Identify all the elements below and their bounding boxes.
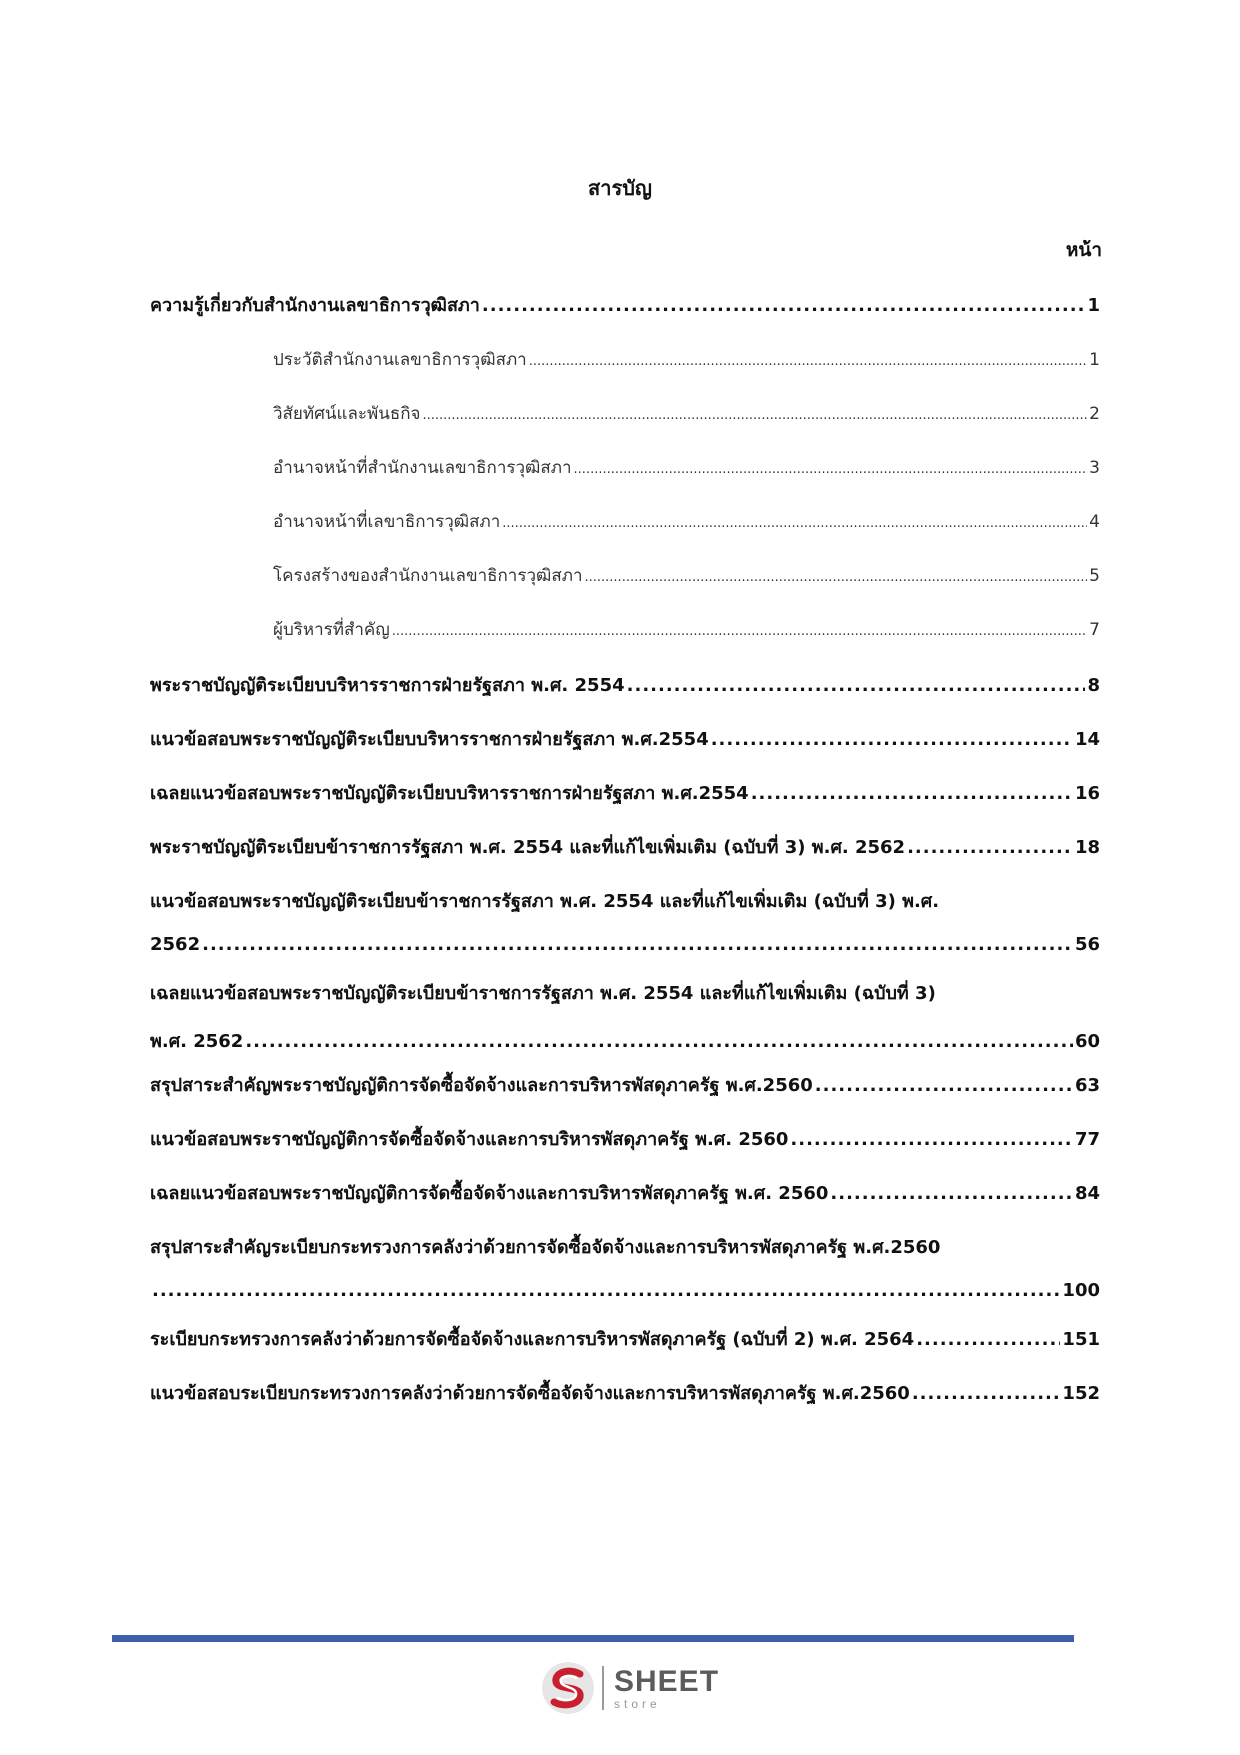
toc-entry-page-number: 7 [1089, 620, 1100, 640]
toc-entry[interactable] [150, 886, 1100, 955]
toc-entry-page-number: 18 [1074, 837, 1100, 858]
toc-entry-page-number: 152 [1062, 1383, 1100, 1404]
toc-entry[interactable] [150, 454, 1100, 481]
toc-entry-page-number: 60 [1074, 1031, 1100, 1052]
dot-leader [830, 1183, 1073, 1204]
toc-entry-title: ประวัติสำนักงานเลขาธิการวุฒิสภา [273, 350, 527, 370]
logo-divider [602, 1666, 604, 1710]
toc-entry[interactable] [150, 346, 1100, 373]
toc-entry-title: อำนาจหน้าที่สำนักงานเลขาธิการวุฒิสภา [273, 458, 572, 478]
logo-word: SHEET [614, 1664, 720, 1698]
dot-leader [422, 404, 1087, 424]
toc-entry-page-number: 4 [1089, 512, 1100, 532]
toc-entry-page-number: 16 [1074, 783, 1100, 804]
dot-leader [245, 1031, 1073, 1052]
toc-entry-page-number: 100 [1062, 1280, 1100, 1301]
dot-leader [202, 934, 1073, 955]
logo-text [614, 1664, 720, 1711]
dot-leader [482, 295, 1086, 316]
toc-entry-title: ระเบียบกระทรวงการคลังว่าด้วยการจัดซื้อจัดจ้างและการบริหารพัสดุภาครัฐ (ฉบับที่ 2) พ.ศ. 2564 [150, 1329, 915, 1350]
toc-entry[interactable] [150, 400, 1100, 427]
toc-entry[interactable] [150, 616, 1100, 643]
toc-entry[interactable] [150, 1232, 1100, 1301]
dot-leader [502, 512, 1087, 532]
toc-entry[interactable] [150, 1124, 1100, 1153]
toc-entry-page-number: 63 [1074, 1075, 1100, 1096]
sheet-store-logo [540, 1660, 719, 1716]
toc-entry[interactable] [150, 1324, 1100, 1353]
toc-entry-page-number: 3 [1089, 458, 1100, 478]
toc-entry[interactable] [150, 978, 1100, 1055]
toc-entry[interactable] [150, 290, 1100, 319]
toc-entry-page-number: 5 [1089, 566, 1100, 586]
toc-entry[interactable] [150, 1178, 1100, 1207]
toc-entry-title: โครงสร้างของสำนักงานเลขาธิการวุฒิสภา [273, 566, 583, 586]
toc-entry[interactable] [150, 1378, 1100, 1407]
toc-entry-page-number: 151 [1062, 1329, 1100, 1350]
logo-subword: store [614, 1696, 661, 1711]
dot-leader [751, 783, 1073, 804]
toc-entry[interactable] [150, 562, 1100, 589]
dot-leader [392, 620, 1087, 640]
toc-entry-title: เฉลยแนวข้อสอบพระราชบัญญัติการจัดซื้อจัดจ้างและการบริหารพัสดุภาครัฐ พ.ศ. 2560 [150, 1183, 829, 1204]
toc-entry-page-number: 77 [1074, 1129, 1100, 1150]
toc-entry-title: ผู้บริหารที่สำคัญ [273, 620, 390, 640]
toc-entry[interactable] [150, 778, 1100, 807]
dot-leader [711, 729, 1073, 750]
toc-entry-title: พระราชบัญญัติระเบียบข้าราชการรัฐสภา พ.ศ. 2554 และที่แก้ไขเพิ่มเติม (ฉบับที่ 3) พ.ศ. 2562 [150, 837, 906, 858]
toc-entry-title: เฉลยแนวข้อสอบพระราชบัญญัติระเบียบบริหารราชการฝ่ายรัฐสภา พ.ศ.2554 [150, 783, 749, 804]
dot-leader [152, 1280, 1060, 1301]
page-title: สารบัญ [588, 176, 652, 200]
page-column-header: หน้า [1065, 239, 1102, 261]
toc-entry-page-number: 8 [1087, 675, 1100, 696]
toc-entry-title: สรุปสาระสำคัญพระราชบัญญัติการจัดซื้อจัดจ้างและการบริหารพัสดุภาครัฐ พ.ศ.2560 [150, 1075, 813, 1096]
sheet-store-logo-icon [540, 1660, 596, 1716]
toc-entry-page-number: 14 [1074, 729, 1100, 750]
footer-rule [112, 1635, 1074, 1642]
toc-entry-page-number: 2 [1089, 404, 1100, 424]
toc-entry-title: พระราชบัญญัติระเบียบบริหารราชการฝ่ายรัฐสภา พ.ศ. 2554 [150, 675, 625, 696]
dot-leader [585, 566, 1088, 586]
toc-entry-title: พ.ศ. 2562 [150, 1031, 244, 1052]
dot-leader [815, 1075, 1073, 1096]
dot-leader [574, 458, 1088, 478]
toc-entry-page-number: 1 [1089, 350, 1100, 370]
dot-leader [790, 1129, 1073, 1150]
toc-entry-title: แนวข้อสอบพระราชบัญญัติการจัดซื้อจัดจ้างและการบริหารพัสดุภาครัฐ พ.ศ. 2560 [150, 1129, 789, 1150]
dot-leader [916, 1329, 1060, 1350]
toc-entry[interactable] [150, 832, 1100, 861]
toc-entry-title-line: เฉลยแนวข้อสอบพระราชบัญญัติระเบียบข้าราชการรัฐสภา พ.ศ. 2554 และที่แก้ไขเพิ่มเติม (ฉบับที่ 3) [150, 983, 936, 1004]
toc-entry-title: ความรู้เกี่ยวกับสำนักงานเลขาธิการวุฒิสภา [150, 295, 480, 316]
toc-entry-title: วิสัยทัศน์และพันธกิจ [273, 404, 421, 424]
toc-entry-title: แนวข้อสอบพระราชบัญญัติระเบียบบริหารราชการฝ่ายรัฐสภา พ.ศ.2554 [150, 729, 709, 750]
toc-entry-title: 2562 [150, 934, 201, 955]
toc-entry[interactable] [150, 508, 1100, 535]
dot-leader [907, 837, 1073, 858]
toc-entry-page-number: 1 [1087, 295, 1100, 316]
toc-entry[interactable] [150, 1070, 1100, 1099]
toc-entry[interactable] [150, 724, 1100, 753]
toc-entry-title: แนวข้อสอบระเบียบกระทรวงการคลังว่าด้วยการจัดซื้อจัดจ้างและการบริหารพัสดุภาครัฐ พ.ศ.2560 [150, 1383, 910, 1404]
dot-leader [912, 1383, 1061, 1404]
toc-entry[interactable] [150, 670, 1100, 699]
dot-leader [529, 350, 1087, 370]
toc-entry-title-line: สรุปสาระสำคัญระเบียบกระทรวงการคลังว่าด้วยการจัดซื้อจัดจ้างและการบริหารพัสดุภาครัฐ พ.ศ.2560 [150, 1237, 941, 1258]
dot-leader [627, 675, 1086, 696]
toc-entry-page-number: 84 [1074, 1183, 1100, 1204]
toc-entry-title: อำนาจหน้าที่เลขาธิการวุฒิสภา [273, 512, 501, 532]
toc-entry-page-number: 56 [1074, 934, 1100, 955]
toc-entry-title-line: แนวข้อสอบพระราชบัญญัติระเบียบข้าราชการรัฐสภา พ.ศ. 2554 และที่แก้ไขเพิ่มเติม (ฉบับที่ 3) พ.ศ. [150, 891, 940, 912]
